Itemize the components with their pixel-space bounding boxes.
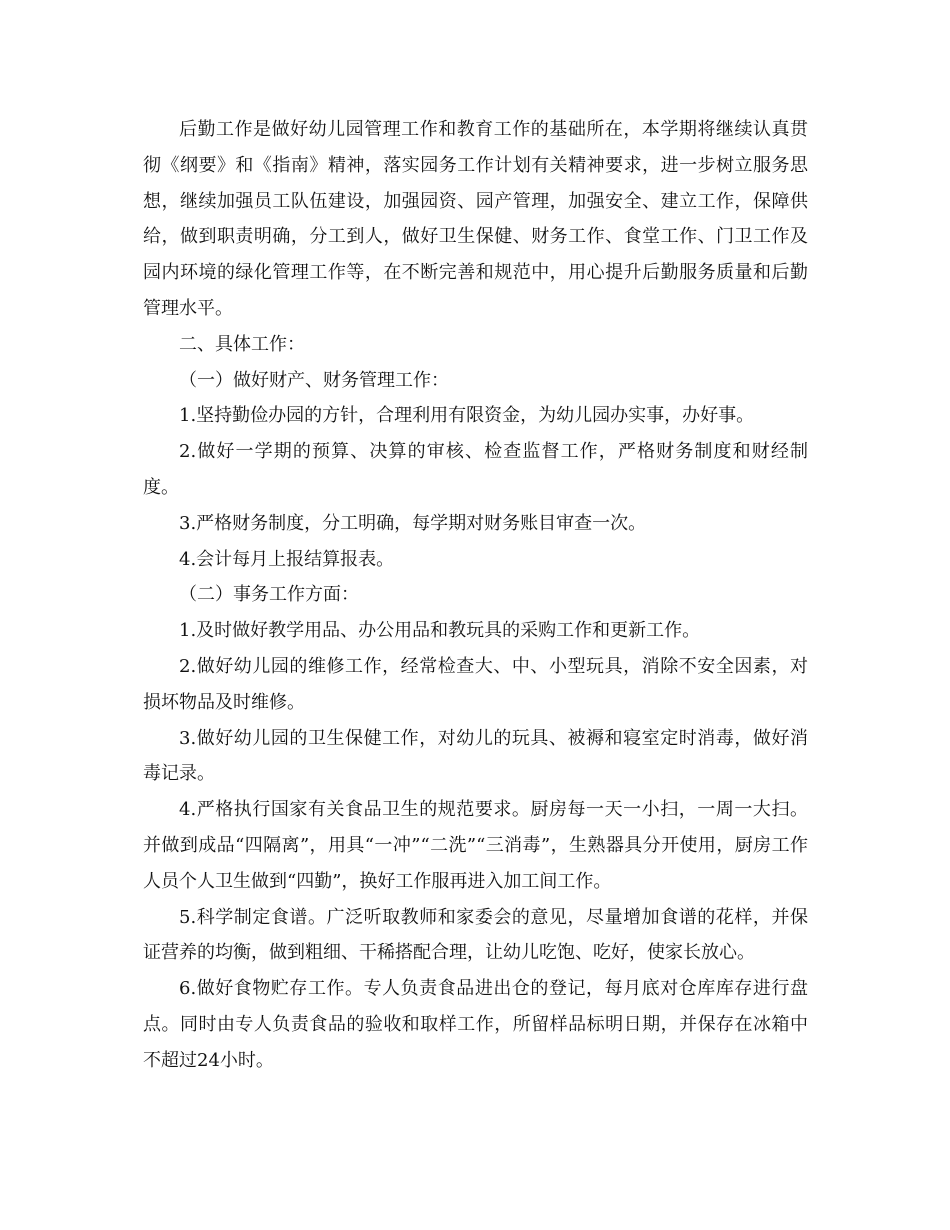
subsection-heading-affairs: （二）事务工作方面： bbox=[179, 584, 359, 606]
paragraph-intro: 后勤工作是做好幼儿园管理工作和教育工作的基础所在，本学期将继续认真贯彻《纲要》和《指南》精神，落实园务工作计划有关精神要求，进一步树立服务思想，继续加强员工队伍建设，加强园资、园产管理，加强安全、建立工作，保障供给，做到职责明确，分工到人，做好卫生保健、财务工作、食堂工作、门卫工作及园内环境的绿化管理工作等，在不断完善和规范中，用心提升后勤服务质量和后勤管理水平。 bbox=[143, 119, 808, 319]
subsection-heading-finance: （一）做好财产、财务管理工作： bbox=[179, 369, 449, 391]
list-item: 6.做好食物贮存工作。专人负责食品进出仓的登记，每月底对仓库库存进行盘点。同时由专人负责食品的验收和取样工作，所留样品标明日期，并保存在冰箱中不超过24小时。 bbox=[143, 978, 808, 1071]
list-item: 1.坚持勤俭办园的方针，合理利用有限资金，为幼儿园办实事，办好事。 bbox=[179, 405, 755, 427]
section-heading: 二、具体工作： bbox=[179, 333, 305, 355]
list-item: 2.做好幼儿园的维修工作，经常检查大、中、小型玩具，消除不安全因素，对损坏物品及时维修。 bbox=[143, 655, 808, 713]
document-body bbox=[143, 112, 808, 1079]
list-item: 3.做好幼儿园的卫生保健工作，对幼儿的玩具、被褥和寝室定时消毒，做好消毒记录。 bbox=[143, 727, 808, 785]
list-item: 1.及时做好教学用品、办公用品和教玩具的采购工作和更新工作。 bbox=[179, 620, 701, 642]
list-item: 2.做好一学期的预算、决算的审核、检查监督工作，严格财务制度和财经制度。 bbox=[143, 441, 808, 498]
list-item: 4.会计每月上报结算报表。 bbox=[179, 548, 395, 570]
list-item: 3.严格财务制度，分工明确，每学期对财务账目审查一次。 bbox=[179, 512, 647, 534]
list-item: 5.科学制定食谱。广泛听取教师和家委会的意见，尽量增加食谱的花样，并保证营养的均衡，做到粗细、干稀搭配合理，让幼儿吃饱、吃好，使家长放心。 bbox=[143, 906, 808, 964]
list-item: 4.严格执行国家有关食品卫生的规范要求。厨房每一天一小扫，一周一大扫。并做到成品“四隔离”，用具“一冲”“二洗”“三消毒”，生熟器具分开使用，厨房工作人员个人卫生做到“四勤”，换好工作服再进入加工间工作。 bbox=[143, 799, 808, 892]
